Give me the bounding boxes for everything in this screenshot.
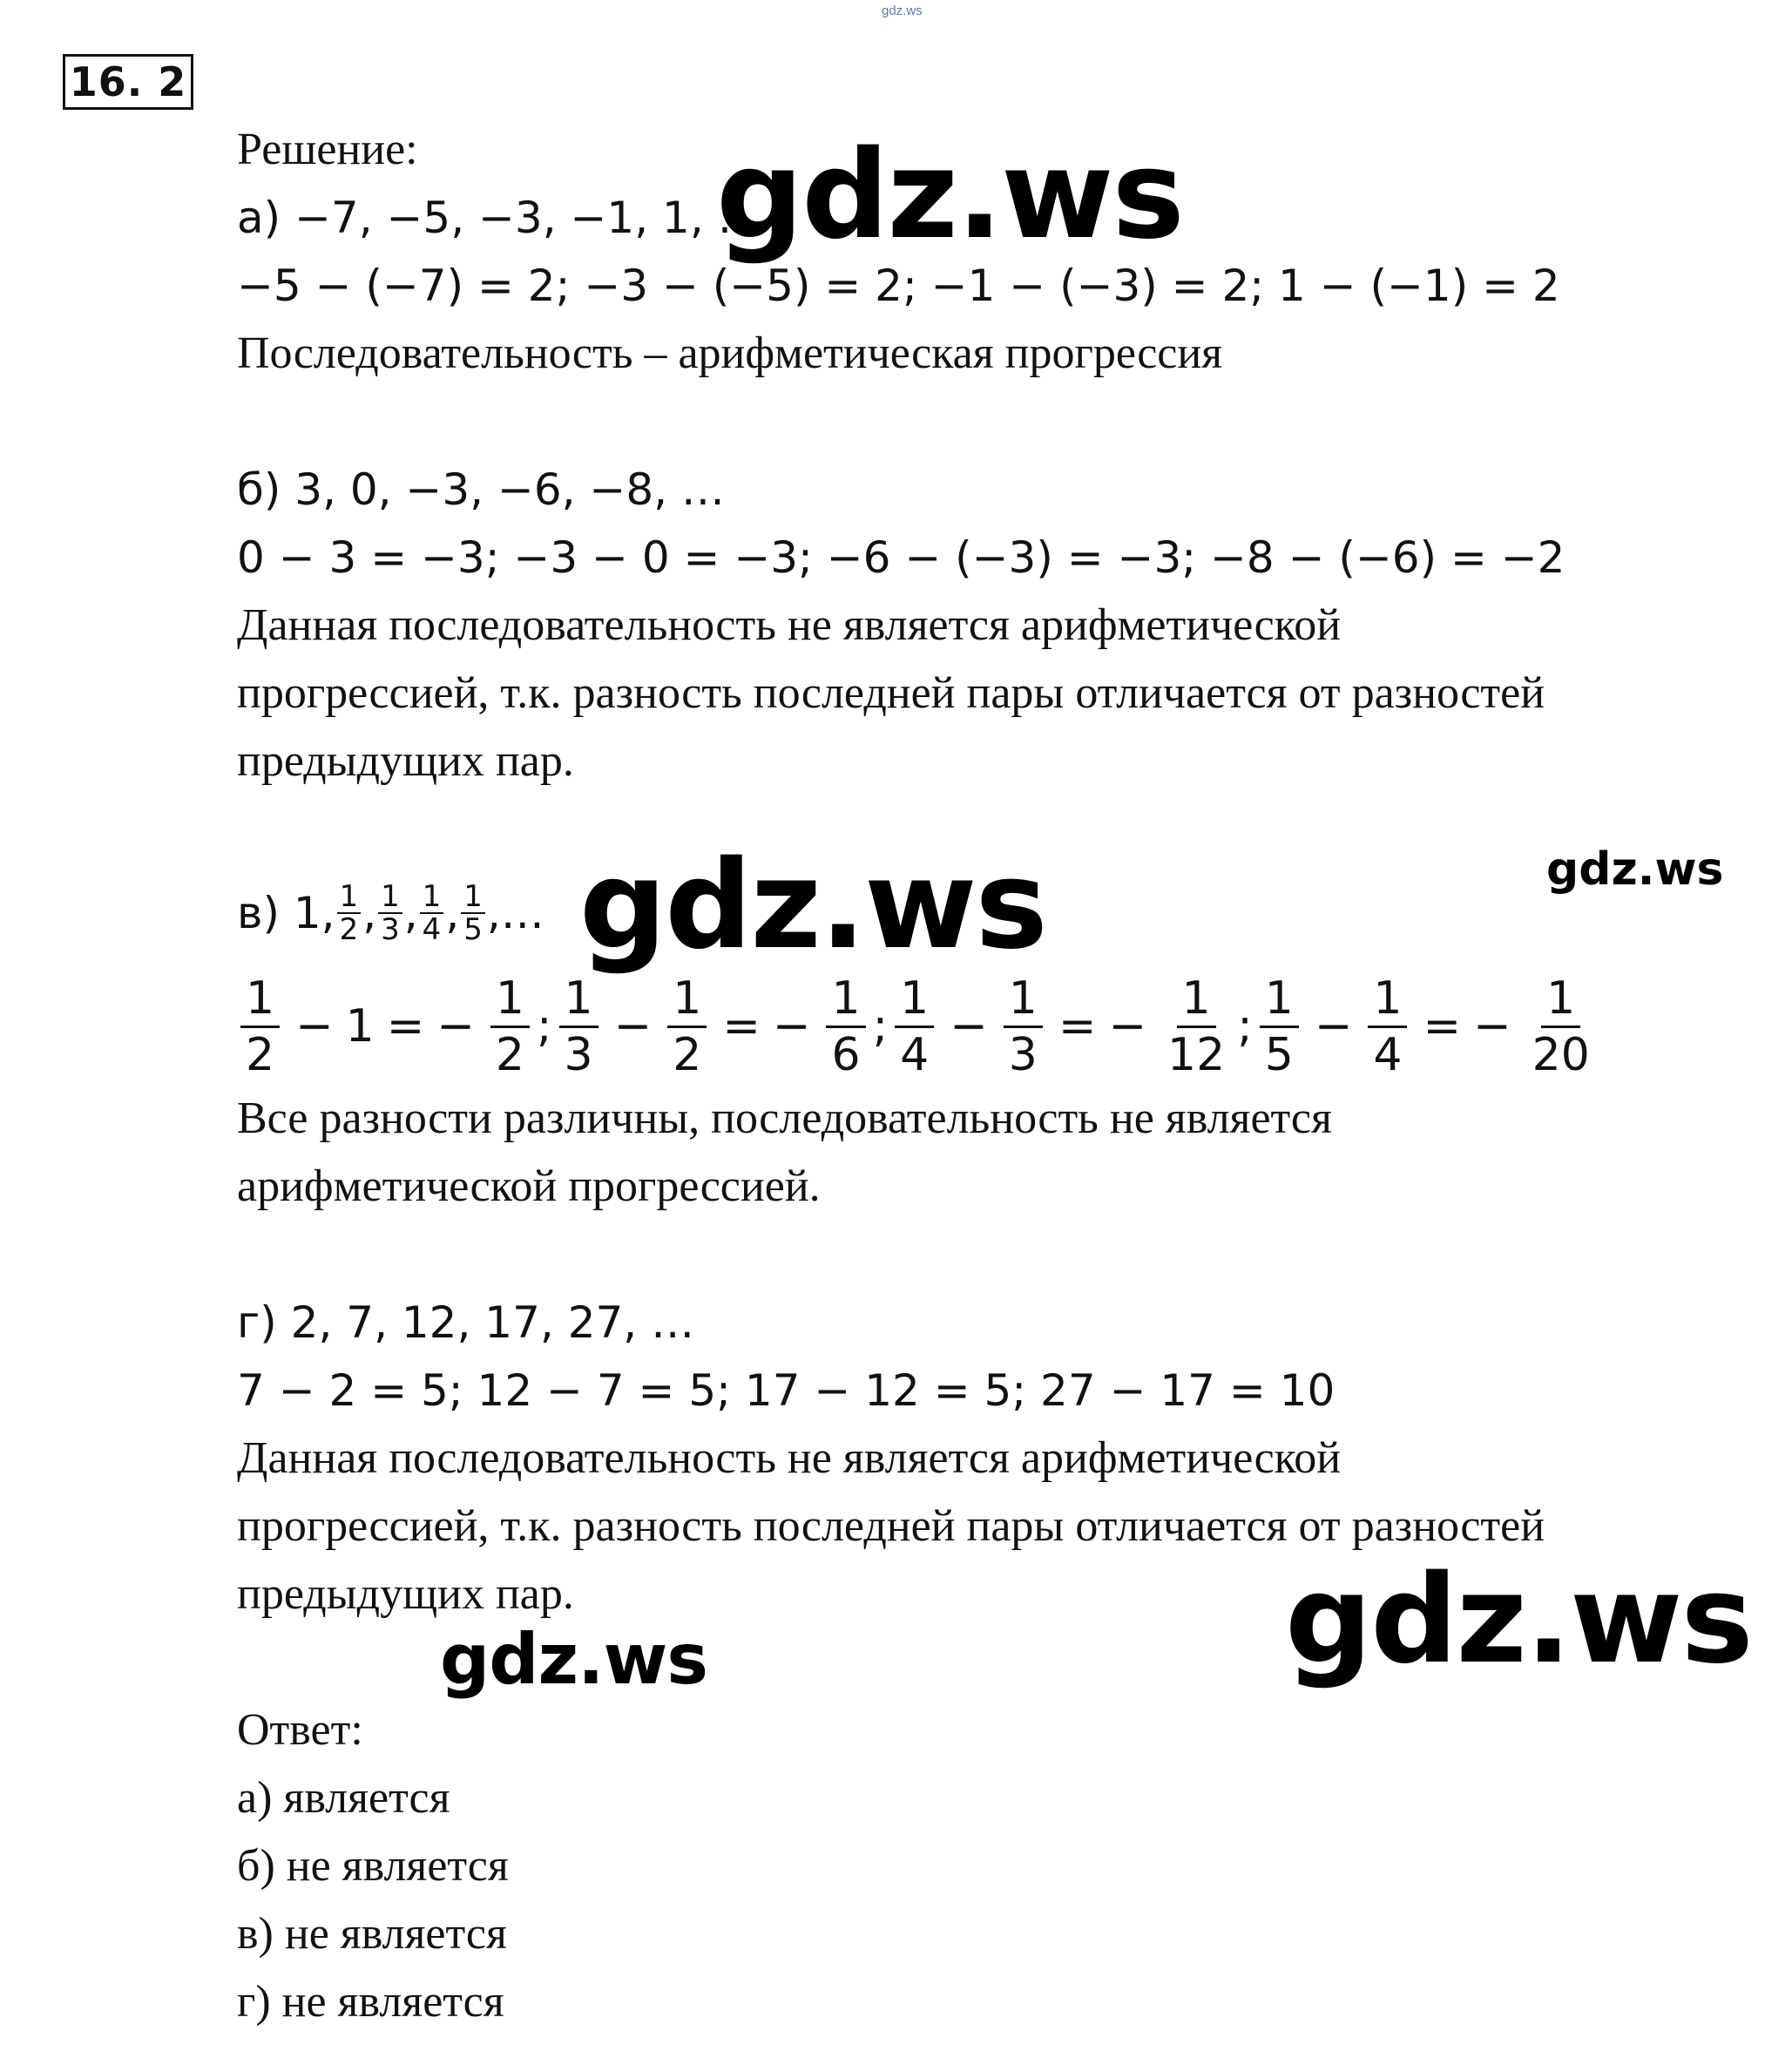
fraction: 1 5: [1260, 971, 1299, 1082]
answer-item-v: в) не является: [237, 1909, 507, 1959]
fraction: $\frac{1}{6}$: [826, 971, 865, 1082]
part-g-conclusion-1: Данная последовательность не является арифметической: [237, 1433, 1342, 1483]
part-b-conclusion-2: прогрессией, т.к. разность последней пары отличается от разностей: [237, 668, 1545, 718]
part-b-sequence-text: б) 3, 0, −3, −6, −8, …: [237, 464, 725, 515]
fraction: 1 4: [895, 971, 934, 1082]
answer-item-b: б) не является: [237, 1841, 509, 1891]
task-number: 16. 2: [63, 54, 193, 110]
part-a-sequence-text: а) −7, −5, −3, −1, 1, …: [237, 193, 761, 243]
part-v-ellipsis: …: [500, 888, 544, 938]
watermark: gdz.ws: [716, 125, 1183, 267]
part-b-conclusion-3: предыдущих пар.: [237, 736, 574, 786]
fraction: $\frac{1}{2}$: [667, 971, 707, 1082]
fraction: 1 2: [240, 971, 280, 1082]
watermark: gdz.ws: [1285, 1549, 1752, 1691]
part-v-fraction: 1 5: [461, 881, 485, 945]
part-g-conclusion-2: прогрессией, т.к. разность последней пары отличается от разностей: [237, 1501, 1545, 1551]
part-v-fraction: 1 3: [378, 881, 402, 945]
part-a-differences: −5 − (−7) = 2; −3 − (−5) = 2; −1 − (−3) = 2; 1 − (−1) = 2: [237, 261, 1560, 311]
answer-item-a: а) является: [237, 1773, 450, 1823]
part-a-sequence: [237, 192, 761, 245]
part-b-conclusion-1: Данная последовательность не является арифметической: [237, 600, 1342, 650]
part-v-conclusion-2: арифметической прогрессией.: [237, 1161, 821, 1211]
part-b-differences: 0 − 3 = −3; −3 − 0 = −3; −6 − (−3) = −3; −8 − (−6) = −2: [237, 532, 1565, 583]
part-v-conclusion-1: Все разности различны, последовательность не является: [237, 1093, 1332, 1143]
fraction: $\frac{1}{3}$: [1004, 971, 1043, 1082]
top-watermark: gdz.ws: [882, 3, 923, 18]
answer-item-g: г) не является: [237, 1977, 504, 2027]
fraction: $\frac{1}{2}$: [490, 971, 530, 1082]
solution-title: Решение:: [237, 125, 418, 174]
fraction: 1 3: [559, 971, 598, 1082]
part-v-differences: 1 2 − 1 = − $\frac{1}{2}$ ; 1 3 − $\frac{1}{2}$ = − $\frac{1}{6}$ ; 1 4 − $\frac{1}{3}$ = − $\frac{1}{12}$ ; 1 5 − $\frac{1}{4}$ = − $\frac{1}{20}$: [237, 965, 1599, 1087]
watermark: gdz.ws: [1546, 843, 1724, 896]
part-b-sequence: [237, 464, 725, 517]
part-g-sequence-text: г) 2, 7, 12, 17, 27, …: [237, 1297, 695, 1348]
integer-term: 1: [345, 1000, 375, 1053]
answer-title: Ответ:: [237, 1705, 363, 1755]
watermark: gdz.ws: [440, 1619, 708, 1700]
part-g-conclusion-3: предыдущих пар.: [237, 1569, 574, 1619]
part-v-prefix: в) 1,: [237, 888, 335, 938]
part-v-fraction: 1 2: [337, 881, 362, 945]
fraction: $\frac{1}{4}$: [1368, 971, 1407, 1082]
part-v-fraction: 1 4: [420, 881, 444, 945]
part-g-differences: 7 − 2 = 5; 12 − 7 = 5; 17 − 12 = 5; 27 − 17 = 10: [237, 1365, 1336, 1416]
fraction: $\frac{1}{12}$: [1167, 971, 1226, 1081]
part-v-sequence: в) 1, 1 2 , 1 3 , 1 4 , 1 5 , …: [237, 879, 544, 947]
fraction: $\frac{1}{20}$: [1532, 971, 1590, 1081]
watermark: gdz.ws: [579, 835, 1046, 977]
part-g-sequence: [237, 1296, 694, 1350]
part-a-conclusion: Последовательность – арифметическая прогрессия: [237, 328, 1223, 378]
